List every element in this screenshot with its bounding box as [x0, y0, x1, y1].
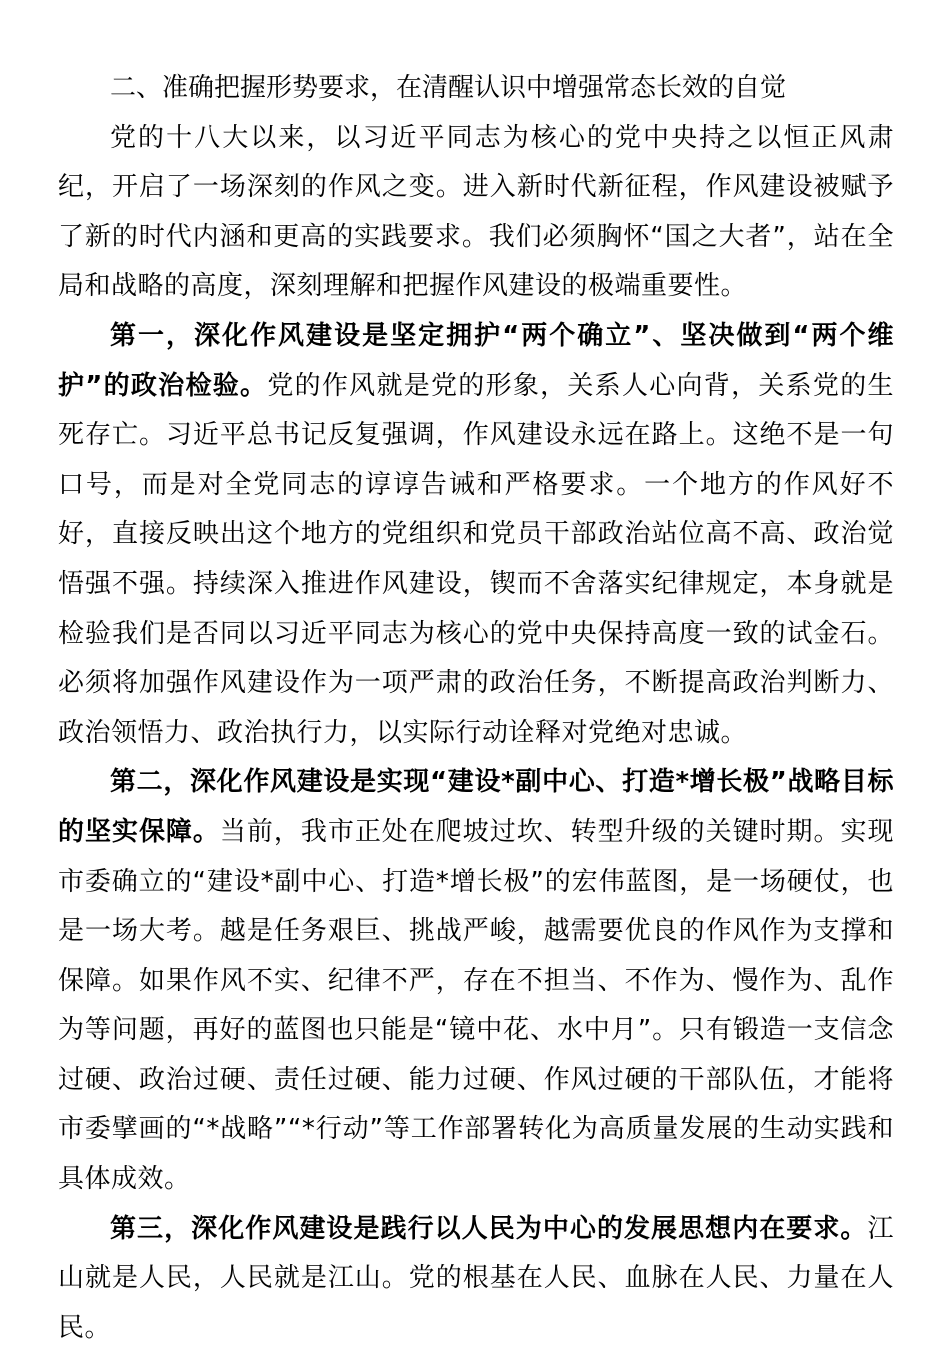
point-paragraph-2 — [58, 758, 894, 1204]
document-page — [58, 64, 894, 1353]
point-body-2: 当前，我市正处在爬坡过坎、转型升级的关键时期。实现市委确立的“建设*副中心、打造*增长极”的宏伟蓝图，是一场硬仗，也是一场大考。越是任务艰巨、挑战严峻，越需要优良的作风作为支撑和保障。如果作风不实、纪律不严，存在不担当、不作为、慢作为、乱作为等问题，再好的蓝图也只能是“镜中花、水中月”。只有锻造一支信念过硬、政治过硬、责任过硬、能力过硬、作风过硬的干部队伍，才能将市委擘画的“*战略”“*行动”等工作部署转化为高质量发展的生动实践和具体成效。 — [58, 816, 894, 1195]
intro-paragraph: 党的十八大以来，以习近平同志为核心的党中央持之以恒正风肃纪，开启了一场深刻的作风之变。进入新时代新征程，作风建设被赋予了新的时代内涵和更高的实践要求。我们必须胸怀“国之大者”，站在全局和战略的高度，深刻理解和把握作风建设的极端重要性。 — [58, 122, 894, 302]
point-paragraph-3 — [58, 1205, 894, 1353]
section-heading: 二、准确把握形势要求，在清醒认识中增强常态长效的自觉 — [110, 73, 787, 103]
point-lead-1: 第一，深化作风建设是坚定拥护“两个确立”、坚决做到“两个维护”的政治检验。 — [58, 320, 894, 401]
point-lead-2: 第二，深化作风建设是实现“建设*副中心、打造*增长极”战略目标的坚实保障。 — [58, 767, 894, 847]
point-paragraph-1 — [58, 312, 894, 758]
point-body-1: 党的作风就是党的形象，关系人心向背，关系党的生死存亡。习近平总书记反复强调，作风建设永远在路上。这绝不是一句口号，而是对全党同志的谆谆告诫和严格要求。一个地方的作风好不好，直接反映出这个地方的党组织和党员干部政治站位高不高、政治觉悟强不强。持续深入推进作风建设，锲而不舍落实纪律规定，本身就是检验我们是否同以习近平同志为核心的党中央保持高度一致的试金石。必须将加强作风建设作为一项严肃的政治任务，不断提高政治判断力、政治领悟力、政治执行力，以实际行动诠释对党绝对忠诚。 — [58, 370, 894, 748]
point-body-3: 江山就是人民，人民就是江山。党的根基在人民、血脉在人民、力量在人民。 — [58, 1213, 894, 1343]
point-lead-3: 第三，深化作风建设是践行以人民为中心的发展思想内在要求。 — [110, 1213, 868, 1244]
